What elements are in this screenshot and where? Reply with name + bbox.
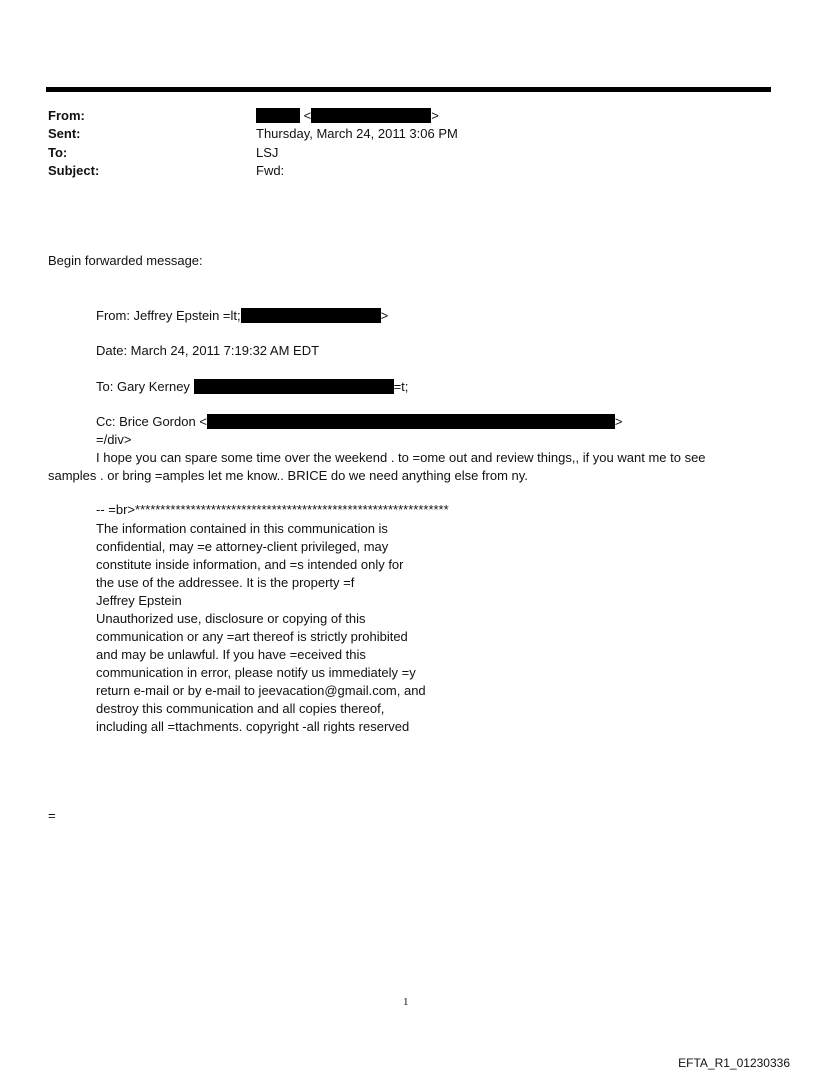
redacted-forwarded-cc-email (207, 414, 615, 429)
forwarded-from-gt: > (380, 308, 389, 323)
redacted-sender-email (311, 108, 431, 123)
from-gt: > (431, 108, 439, 123)
top-rule (46, 87, 771, 92)
disclaimer-line: Jeffrey Epstein (96, 593, 182, 608)
disclaimer-line: communication or any =art thereof is strictly prohibited (96, 629, 408, 644)
separator-line: -- =br>************************************************************** (96, 502, 449, 517)
redacted-forwarded-to-email (194, 379, 394, 394)
disclaimer-line: and may be unlawful. If you have =eceived this (96, 647, 366, 662)
disclaimer-line: Unauthorized use, disclosure or copying of this (96, 611, 366, 626)
sent-value: Thursday, March 24, 2011 3:06 PM (256, 126, 458, 141)
redacted-forwarded-from-email (241, 308, 381, 323)
document-id: EFTA_R1_01230336 (678, 1056, 790, 1070)
from-label: From: (48, 108, 85, 123)
div-close-artifact: =/div> (96, 432, 132, 447)
to-label: To: (48, 145, 68, 160)
disclaimer-line: destroy this communication and all copies thereof, (96, 701, 385, 716)
forwarded-cc-gt: > (614, 414, 623, 429)
subject-label: Subject: (48, 163, 100, 178)
forwarded-from-text: From: Jeffrey Epstein =lt; (96, 308, 241, 323)
message-body: I hope you can spare some time over the weekend . to =ome out and review things,, if you want me to see samples . or bring =amples let me know.. BRICE do we need anything else from ny. (48, 450, 706, 483)
disclaimer-line: confidential, may =e attorney-client privileged, may (96, 539, 389, 554)
page-number: 1 (403, 996, 409, 1008)
forwarded-cc-text: Cc: Brice Gordon < (96, 414, 207, 429)
subject-value: Fwd: (256, 163, 285, 178)
from-value (256, 108, 439, 123)
disclaimer-line: the use of the addressee. It is the property =f (96, 575, 355, 590)
from-lt: < (303, 108, 312, 123)
disclaimer-line: return e-mail or by e-mail to jeevacation@gmail.com, and (96, 683, 426, 698)
disclaimer-line: communication in error, please notify us immediately =y (96, 665, 416, 680)
sent-label: Sent: (48, 126, 81, 141)
forwarded-to-text: To: Gary Kerney (96, 379, 190, 394)
forwarded-to-suffix: =t; (393, 379, 409, 394)
forwarded-from-line (96, 308, 388, 323)
disclaimer-line: The information contained in this communication is (96, 521, 388, 536)
forwarded-date-line: Date: March 24, 2011 7:19:32 AM EDT (96, 343, 320, 358)
to-value: LSJ (256, 145, 279, 160)
disclaimer-line: including all =ttachments. copyright -all rights reserved (96, 719, 410, 734)
trailing-equals-sign: = (48, 808, 56, 823)
redacted-sender-name (256, 108, 300, 123)
forwarded-cc-line (96, 414, 623, 429)
forwarded-to-line (96, 379, 408, 394)
begin-forwarded-message: Begin forwarded message: (48, 253, 203, 268)
disclaimer-block (96, 520, 426, 736)
disclaimer-line: constitute inside information, and =s intended only for (96, 557, 404, 572)
